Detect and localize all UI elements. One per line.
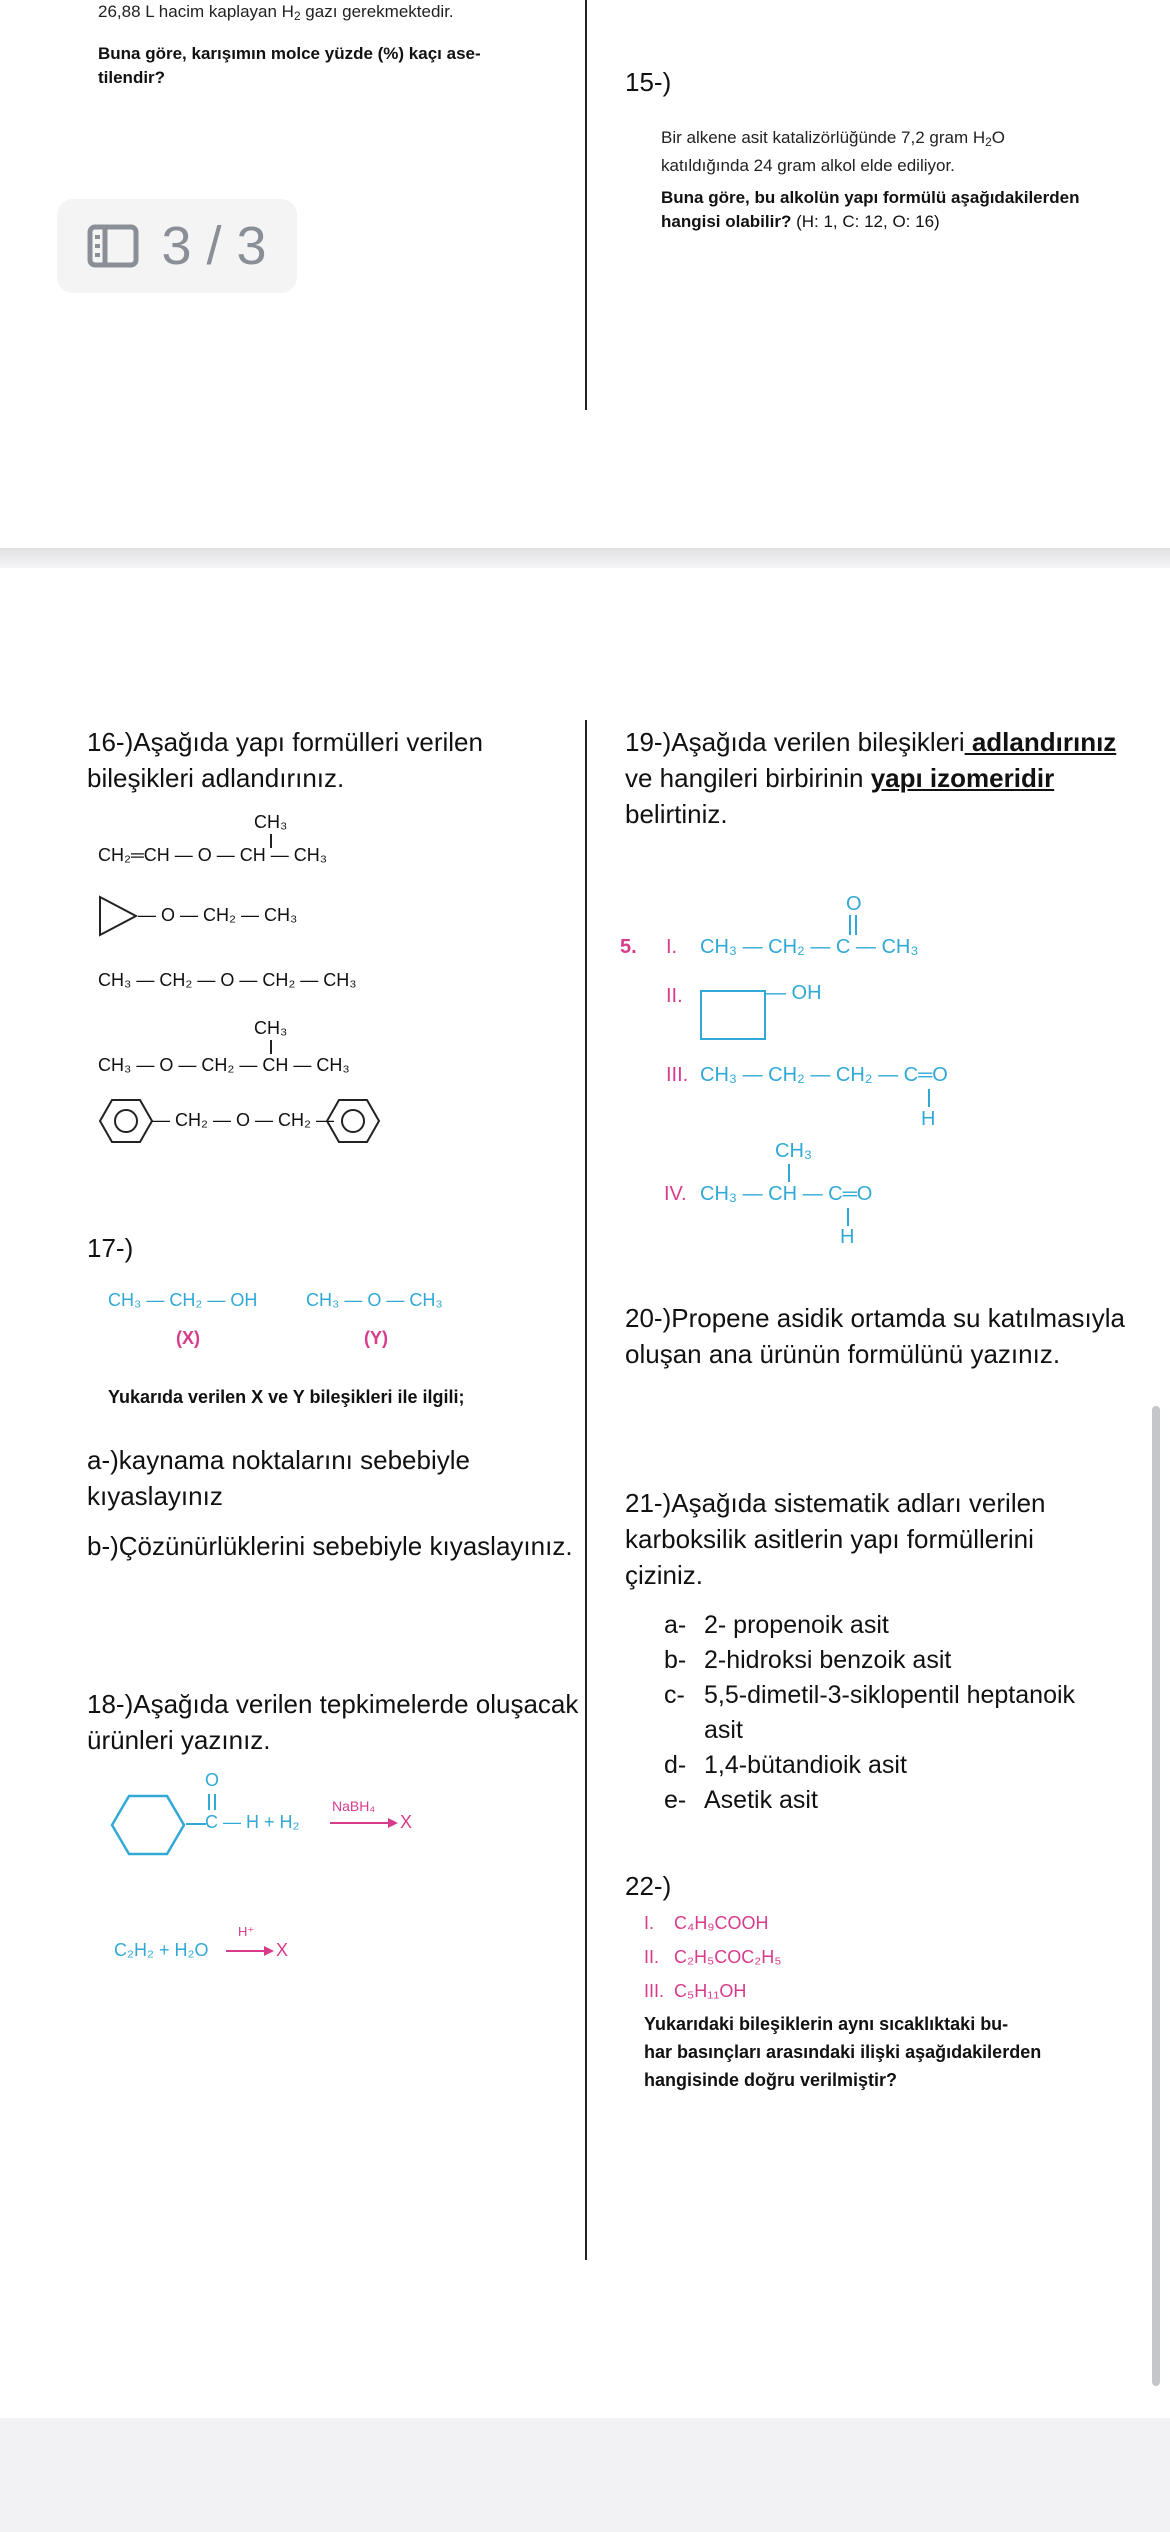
q18-carbonyl-o: O [205,1770,220,1790]
q21-option-b: b- 2-hidroksi benzoik asit [664,1646,952,1674]
cyclopropyl-shape [98,895,140,937]
q17-title: 17-) [87,1233,134,1263]
q21-option-c-cont: asit [704,1716,743,1744]
q16-title: 16-)Aşağıda yapı formülleri verilen bileşikleri adlandırınız. [87,727,483,793]
q19-item-2-formula: — OH [766,982,822,1004]
page2-column-divider [585,720,587,2260]
q19-item-3-bond [928,1089,930,1107]
vertical-scrollbar[interactable] [1152,1406,1160,2386]
q16-formula-1-branch: CH₃ [254,812,288,832]
benzene-ring-right [325,1098,381,1144]
q21-text: 21-)Aşağıda sistematik adları verilen karboksilik asitlerin yapı formüllerini çiziniz. [625,1488,1046,1590]
left-top-line: 26,88 L hacim kaplayan $H_2$ gazı gerekmektedir. [98,2,454,23]
q17-y-formula: CH₃ — O — CH₃ [306,1290,443,1310]
q17-intro: Yukarıda verilen X ve Y bileşikleri ile ilgili; [108,1387,465,1407]
q15-text: Bir alkene asit katalizörlüğünde 7,2 gram $H_2O$ katıldığında 24 gram alkol elde ediliyor. [661,128,1005,175]
q16-formula-4-branch: CH₃ [254,1018,288,1038]
q21-option-e: e- Asetik asit [664,1786,818,1814]
q15-question: Buna göre, bu alkolün yapı formülü aşağıdakilerden hangisi olabilir? (H: 1, C: 12, O: 16) [661,188,1080,231]
q19-item-3-h: H [921,1108,936,1130]
q18-arrow-2 [226,1945,276,1957]
q19-item-4-num: IV. [664,1183,687,1205]
q16-formula-2: — O — CH₂ — CH₃ [138,905,298,925]
q22-items [644,1906,781,2008]
q18-reaction-1: C — H + H₂ [205,1812,300,1832]
q19-marker: 5. [620,936,637,958]
q21-options [664,1608,1075,1818]
q22-item-1: I. C₄H₉COOH [644,1913,769,1933]
q19-item-3-num: III. [666,1064,689,1086]
q17-x-label: (X) [176,1328,200,1348]
q19-item-2-num: II. [666,985,683,1007]
q19-item-4-top: CH₃ [775,1140,813,1162]
q22-title: 22-) [625,1871,672,1901]
q16-formula-4-bond [270,1040,272,1054]
q19-item-1-double-bond [849,915,857,935]
q17-part-b: b-)Çözünürlüklerini sebebiyle kıyaslayınız. [87,1531,573,1561]
q19-item-1-num: I. [666,936,678,958]
q16-formula-1: CH₂═CH — O — CH — CH₃ [98,845,328,865]
q17-part-a: a-)kaynama noktalarını sebebiyle kıyaslayınız [87,1445,470,1511]
q22-question: Yukarıdaki bileşiklerin aynı sıcaklıktaki bu- har basınçları arasındaki ilişki aşağıdakilerden hangisinde doğru verilmiştir? [644,2014,1042,2090]
q17-y-label: (Y) [364,1328,388,1348]
q21-option-d: d- 1,4-bütandioik asit [664,1751,907,1779]
q19-item-1-top: O [846,893,862,915]
q18-product-1: X [400,1812,413,1832]
page1-column-divider [585,0,587,410]
cyclohexane-ring [110,1794,186,1856]
q18-ring-bond [186,1823,206,1825]
q17-x-formula: CH₃ — CH₂ — OH [108,1290,258,1310]
list-icon [87,224,139,268]
q18-reaction-2: C₂H₂ + H₂O [114,1940,209,1960]
q20-text: 20-)Propene asidik ortamda su katılmasıyla oluşan ana ürünün formülünü yazınız. [625,1303,1126,1369]
q18-arrow-1 [330,1817,400,1829]
q16-formula-5: — CH₂ — O — CH₂ — [152,1110,334,1130]
q18-title: 18-)Aşağıda verilen tepkimelerde oluşacak ürünleri yazınız. [87,1689,579,1755]
bottom-background [0,2418,1170,2532]
q19-item-3-formula: CH₃ — CH₂ — CH₂ — C═O [700,1064,948,1086]
q21-option-c: c- 5,5-dimetil-3-siklopentil heptanoik [664,1681,1076,1709]
q21-option-a: a- 2- propenoik asit [664,1611,889,1639]
q19-item-4-top-bond [788,1164,790,1182]
q19-item-4-formula: CH₃ — CH — C═O [700,1183,873,1205]
benzene-ring-left [98,1098,154,1144]
cyclobutane-square [700,990,766,1040]
q16-formula-3: CH₃ — CH₂ — O — CH₂ — CH₃ [98,970,357,990]
q16-formula-4: CH₃ — O — CH₂ — CH — CH₃ [98,1055,350,1075]
page-indicator-label: 3 / 3 [161,216,267,276]
q19-item-1-formula: CH₃ — CH₂ — C — CH₃ [700,936,919,958]
q19-title: 19-)Aşağıda verilen bileşikleri adlandırınız ve hangileri birbirinin yapı izomeridir belirtiniz. [625,727,1117,829]
q18-reagent-1: NaBH₄ [332,1798,376,1814]
q22-item-2: II. C₂H₅COC₂H₅ [644,1947,782,1967]
left-question: Buna göre, karışımın molce yüzde (%) kaçı ase- tilendir? [98,44,481,87]
q15-title: 15-) [625,67,672,97]
q18-reagent-2: H⁺ [238,1924,255,1939]
q18-carbonyl-bond [208,1794,216,1810]
q19-item-4-bottom-bond [847,1208,849,1226]
q19-item-4-h: H [840,1226,855,1248]
page-indicator[interactable] [57,199,297,293]
q18-product-2: X [276,1940,289,1960]
q22-item-3: III. C₅H₁₁OH [644,1981,747,2001]
page-separator [0,548,1170,568]
